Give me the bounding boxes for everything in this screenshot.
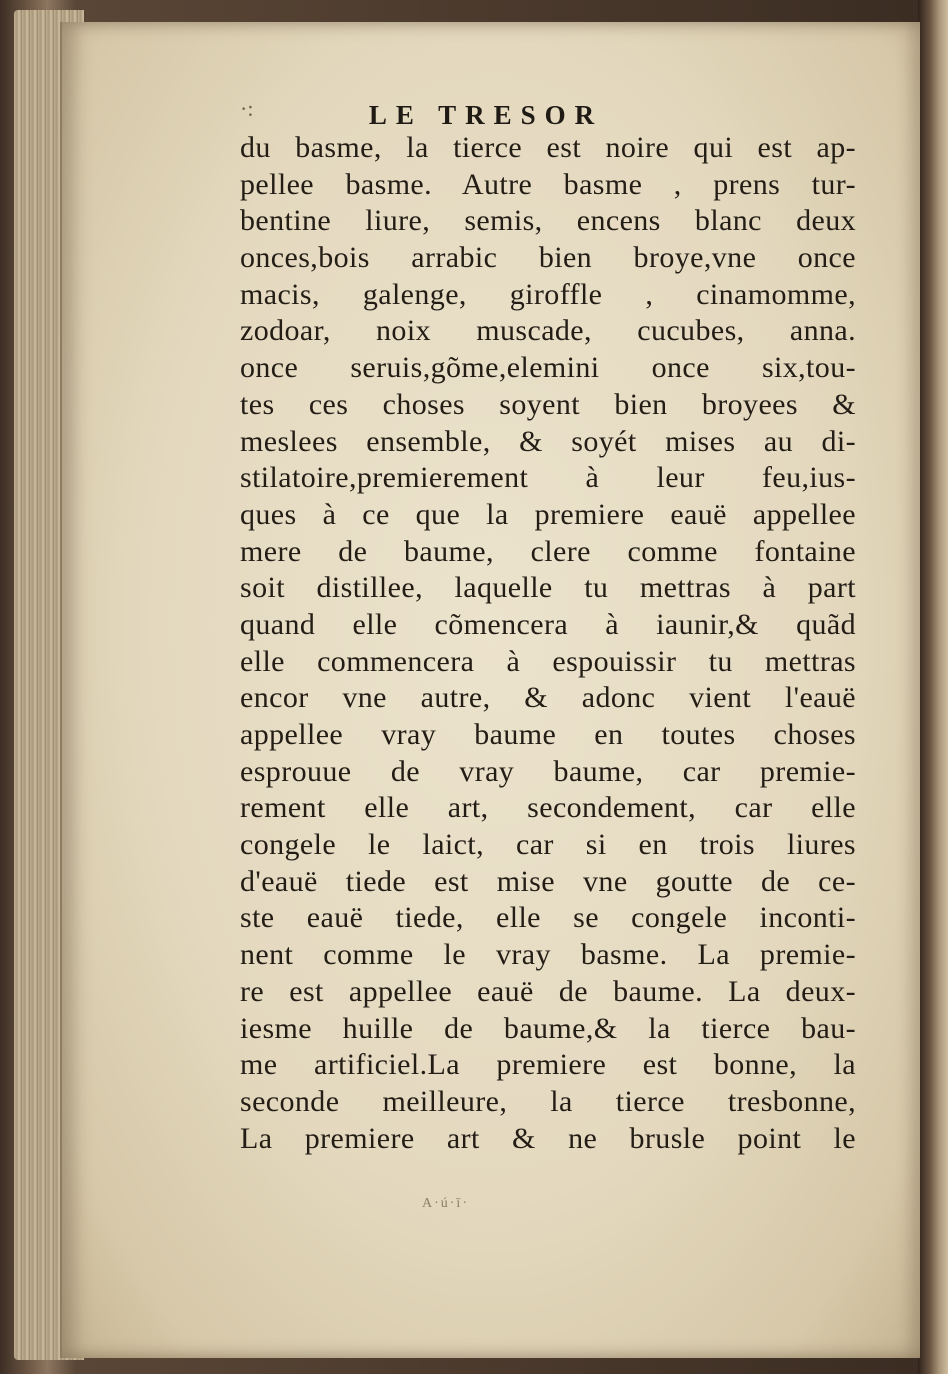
facing-page-edge bbox=[918, 0, 948, 1374]
text-line: onces,bois arrabic bien broye,vne once bbox=[240, 241, 856, 275]
text-block bbox=[240, 130, 856, 1157]
text-line: pellee basme. Autre basme , prens tur- bbox=[240, 167, 856, 201]
text-line: tes ces choses soyent bien broyees & bbox=[240, 387, 856, 421]
text-line: meslees ensemble, & soyét mises au di- bbox=[240, 424, 856, 458]
text-line: elle commencera à espouissir tu mettras bbox=[240, 644, 856, 678]
text-line: macis, galenge, giroffle , cinamomme, bbox=[240, 277, 856, 311]
text-line: iesme huille de baume,& la tierce bau- bbox=[240, 1011, 856, 1045]
text-line: seconde meilleure, la tierce tresbonne, bbox=[240, 1084, 856, 1118]
running-head: LE TRESOR bbox=[368, 100, 604, 130]
text-line: quand elle cõmencera à iaunir,& quãd bbox=[240, 607, 856, 641]
text-line: nent comme le vray basme. La premie- bbox=[240, 938, 856, 972]
text-line: appellee vray baume en toutes choses bbox=[240, 718, 856, 751]
text-line: encor vne autre, & adonc vient l'eauë bbox=[240, 681, 856, 715]
text-line: me artificiel.La premiere est bonne, la bbox=[240, 1048, 856, 1082]
text-line: ques à ce que la premiere eauë appellee bbox=[240, 497, 856, 531]
text-line: d'eauë tiede est mise vne goutte de ce- bbox=[240, 864, 856, 898]
text-line: soit distillee, laquelle tu mettras à part bbox=[240, 571, 856, 605]
text-line: re est appellee eauë de baume. La deux- bbox=[240, 974, 856, 1008]
text-line: congele le laict, car si en trois liures bbox=[240, 828, 856, 862]
text-line: rement elle art, secondement, car elle bbox=[240, 791, 856, 825]
text-line: du basme, la tierce est noire qui est ap- bbox=[240, 131, 856, 164]
text-line: mere de baume, clere comme fontaine bbox=[240, 534, 856, 568]
text-line: esprouue de vray baume, car premie- bbox=[240, 754, 856, 788]
text-line: once seruis,gõme,elemini once six,tou- bbox=[240, 351, 856, 385]
bottom-mark: A·ú·ī· bbox=[422, 1196, 469, 1211]
text-line: zodoar, noix muscade, cucubes, anna. bbox=[240, 314, 856, 348]
text-line: stilatoire,premierement à leur feu,ius- bbox=[240, 461, 856, 495]
text-line: La premiere art & ne brusle point le bbox=[240, 1121, 856, 1155]
text-line: bentine liure, semis, encens blanc deux bbox=[240, 204, 856, 238]
text-line: ste eauë tiede, elle se congele inconti- bbox=[240, 901, 856, 935]
folio-mark: ·: bbox=[240, 96, 254, 121]
